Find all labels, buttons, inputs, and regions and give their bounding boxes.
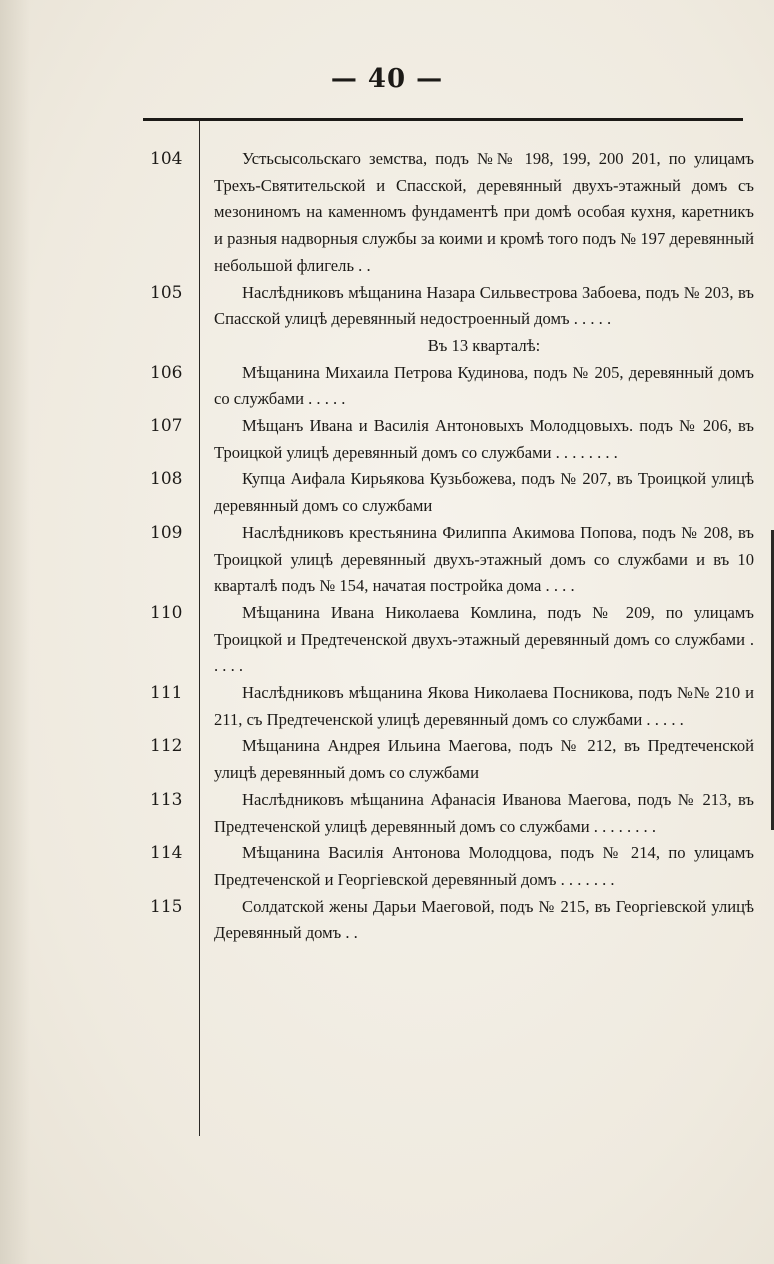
entry-115 [150, 894, 756, 947]
page-number: — 40 — [330, 64, 444, 94]
entry-number: 109 [150, 522, 183, 543]
entry-text: Мѣщанъ Ивана и Василія Антоновыхъ Молодцовыхъ. подъ № 206, въ Троицкой улицѣ деревянный домъ со службами . . . . . . . . [214, 416, 754, 462]
entry-text: Мѣщанина Андрея Ильина Маегова, подъ № 212, въ Предтеченской улицѣ деревянный домъ со службами [214, 736, 754, 783]
entry-number: 112 [150, 736, 183, 757]
entry-text: Мѣщанина Ивана Николаева Комлина, подъ № 209, по улицамъ Троицкой и Предтеченской двухъ-этажный деревянный домъ со службами . . . . . [214, 602, 754, 676]
entry-number: 107 [150, 416, 183, 437]
entry-number: 105 [150, 282, 183, 303]
quarter-heading [150, 333, 756, 360]
entry-104 [150, 146, 756, 280]
entry-text: Купца Аифала Кирьякова Кузьбожева, подъ № 207, въ Троицкой улицѣ деревянный домъ со службами [214, 469, 754, 516]
entry-number: 115 [150, 896, 183, 917]
entry-text: Мѣщанина Василія Антонова Молодцова, подъ № 214, по улицамъ Предтеченской и Георгіевской деревянный домъ . . . . . . . [214, 843, 754, 889]
entry-number: 108 [150, 469, 183, 490]
entry-number: 114 [150, 843, 183, 864]
entry-number: 111 [150, 683, 183, 704]
entry-112 [150, 733, 756, 786]
entry-107 [150, 413, 756, 466]
entry-text: Мѣщанина Михаила Петрова Кудинова, подъ № 205, деревянный домъ со службами . . . . . [214, 362, 754, 409]
quarter-heading-text: Въ 13 кварталѣ: [427, 335, 541, 355]
entry-113 [150, 787, 756, 840]
entry-number: 113 [150, 789, 183, 810]
entry-text: Наслѣдниковъ мѣщанина Якова Николаева Посникова, подъ №№ 210 и 211, съ Предтеченской улицѣ деревянный домъ со службами . . . . . [214, 683, 754, 729]
table-top-rule [143, 118, 743, 121]
entry-number: 106 [150, 362, 183, 383]
entry-text: Наслѣдниковъ мѣщанина Афанасія Иванова Маегова, подъ № 213, въ Предтеченской улицѣ деревянный домъ со службами . . . . . . . . [214, 789, 754, 836]
gutter-shadow [0, 0, 30, 1264]
entry-105 [150, 280, 756, 333]
entry-108 [150, 466, 756, 519]
entry-text: Наслѣдниковъ крестьянина Филиппа Акимова Попова, подъ № 208, въ Троицкой улицѣ деревянный двухъ-этажный домъ со службами и въ 10 кварталѣ подъ № 154, начатая постройка дома . . . . [214, 522, 754, 596]
entry-109 [150, 520, 756, 600]
entries-list [150, 146, 756, 947]
entry-110 [150, 600, 756, 680]
entry-number: 104 [150, 149, 183, 169]
entry-number: 110 [150, 602, 183, 623]
entry-114 [150, 840, 756, 893]
entry-111 [150, 680, 756, 733]
entry-106 [150, 360, 756, 413]
entry-text: Устьсысольскаго земства, подъ №№ 198, 199, 200 201, по улицамъ Трехъ-Святительской и Спасской, деревянный двухъ-этажный домъ съ мезониномъ на каменномъ фундаментѣ при домѣ особая кухня, каретникъ и разныя надворныя службы за коими и кромѣ того подъ № 197 деревянный небольшой флигель . . [214, 149, 754, 275]
entry-text: Наслѣдниковъ мѣщанина Назара Сильвестрова Забоева, подъ № 203, въ Спасской улицѣ деревянный недостроенный домъ . . . . . [214, 282, 754, 329]
entry-text: Солдатской жены Дарьи Маеговой, подъ № 215, въ Георгіевской улицѣ Деревянный домъ . . [214, 896, 754, 943]
